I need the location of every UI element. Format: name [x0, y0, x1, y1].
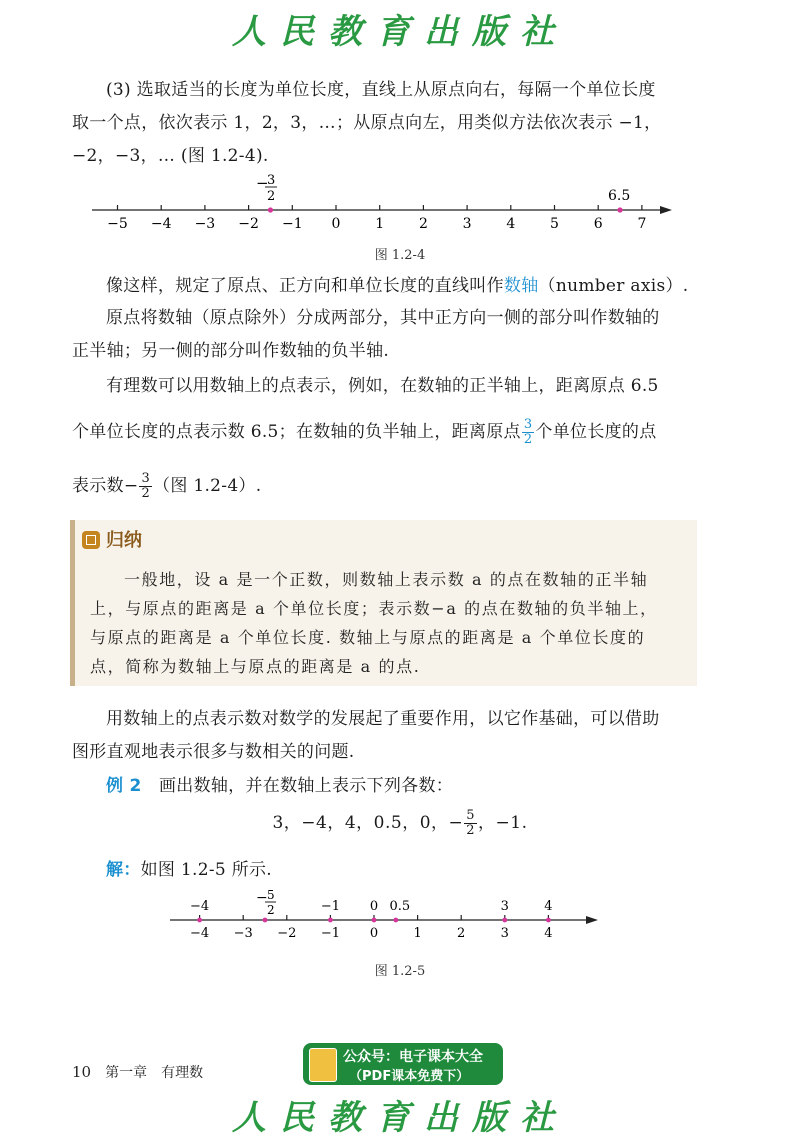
fraction-three-halves: $\frac{3}{2}$: [523, 417, 533, 447]
point-label: 3: [500, 899, 509, 914]
tick-label: 6: [593, 216, 603, 232]
paragraph-line: 取一个点，依次表示 1，2，3，…；从原点向左，用类似方法依次表示 −1，: [72, 113, 662, 133]
tick-label: 7: [637, 216, 647, 232]
fraction-five-halves: $\frac{5}{2}$: [466, 808, 476, 838]
tick-label: 2: [457, 926, 466, 941]
text-segment: 表示数−: [72, 476, 139, 496]
tick-label: 4: [544, 926, 553, 941]
chapter-title: 第一章 有理数: [105, 1065, 204, 1081]
badge-line: （PDF课本免费下）: [349, 1069, 470, 1084]
fraction-label-minus: −: [256, 174, 269, 192]
paragraph-rational-points: [72, 368, 702, 504]
point-marker: [328, 918, 333, 923]
point-marker: [393, 918, 398, 923]
tick-label: 5: [550, 216, 559, 232]
definition-english: （number axis）.: [538, 276, 689, 296]
paragraph-line: 原点将数轴（原点除外）分成两部分，其中正方向一侧的部分叫作数轴的: [106, 308, 660, 328]
definition-text: 像这样，规定了原点、正方向和单位长度的直线叫作: [106, 276, 504, 296]
point-marker: [268, 207, 273, 212]
fraction-label-denominator: 2: [267, 189, 276, 204]
paragraph-definition: [72, 270, 702, 303]
paragraph-line: [72, 414, 702, 450]
badge-line: 公众号：电子课本大全: [343, 1049, 483, 1065]
tick-label: −5: [107, 216, 128, 232]
summary-line: 上，与原点的距离是 a 个单位长度；表示数−a 的点在数轴的负半轴上，: [90, 599, 658, 618]
numbers-text: 3，−4，4，0.5，0，−: [272, 813, 464, 833]
paragraph-line: 图形直观地表示很多与数相关的问题.: [72, 742, 355, 762]
point-marker: [263, 918, 268, 923]
paragraph-line: (3) 选取适当的长度为单位长度，直线上从原点向右，每隔一个单位长度: [106, 80, 656, 100]
point-label: 0.5: [389, 899, 411, 914]
tick-label: −1: [320, 926, 340, 941]
tick-label: 0: [331, 216, 341, 232]
point-label: −1: [320, 899, 340, 914]
paragraph-line: 用数轴上的点表示数对数学的发展起了重要作用，以它作基础，可以借助: [106, 709, 660, 729]
publisher-logo-header: 人民教育出版社: [232, 12, 568, 52]
point-label: −4: [190, 899, 210, 914]
summary-line: 点，简称为数轴上与原点的距离是 a 的点.: [90, 657, 421, 676]
tick-label: −3: [233, 926, 253, 941]
tick-label: −2: [277, 926, 297, 941]
example-numbers: [0, 808, 800, 838]
text-segment: 个单位长度的点表示数 6.5；在数轴的负半轴上，距离原点: [72, 422, 521, 442]
fraction-label-numerator: 5: [267, 890, 275, 902]
example-solution: [72, 854, 702, 887]
tick-label: 0: [369, 926, 379, 941]
tick-label: 1: [413, 926, 422, 941]
example-label: 例 2: [106, 776, 142, 796]
watermark-badge: [303, 1043, 503, 1085]
tick-label: 4: [506, 216, 516, 232]
number-line-figure-1-2-5: [0, 890, 800, 950]
summary-line: 一般地，设 a 是一个正数，则数轴上表示数 a 的点在数轴的正半轴: [124, 570, 649, 589]
example-prompt-text: 画出数轴，并在数轴上表示下列各数：: [158, 776, 454, 796]
term-number-axis: 数轴: [503, 276, 539, 296]
example-2-prompt: [72, 770, 702, 803]
solution-text: 如图 1.2-5 所示.: [140, 860, 273, 880]
publisher-logo-footer: 人民教育出版社: [232, 1098, 568, 1138]
tick-label: 2: [418, 216, 428, 232]
point-marker: [502, 918, 507, 923]
point-label: 4: [544, 899, 553, 914]
paragraph-importance: [72, 703, 702, 769]
figure-caption-1-2-4: 图 1.2-4: [374, 248, 426, 263]
tick-label: −4: [150, 216, 172, 232]
figure-caption-1-2-5: 图 1.2-5: [374, 964, 426, 979]
point-marker: [372, 918, 377, 923]
fraction-label-denominator: 2: [267, 903, 275, 917]
footer-page-info: [72, 1062, 203, 1082]
text-segment: 个单位长度的点: [535, 422, 657, 442]
number-line-figure-1-2-4: [0, 170, 800, 240]
book-icon: [309, 1048, 337, 1082]
paragraph-line: −2，−3，… (图 1.2-4).: [72, 146, 269, 166]
numbers-text: ，−1.: [478, 813, 528, 833]
fraction-three-halves: $\frac{3}{2}$: [141, 471, 151, 501]
summary-line: 与原点的距离是 a 个单位长度. 数轴上与原点的距离是 a 个单位长度的: [90, 628, 646, 647]
paragraph-line: 有理数可以用数轴上的点表示，例如，在数轴的正半轴上，距离原点 6.5: [106, 376, 659, 396]
paragraph-step-3: [72, 74, 702, 173]
solution-label: 解：: [106, 860, 141, 880]
tick-label: 3: [500, 926, 509, 941]
page-number: 10: [72, 1063, 92, 1081]
text-segment: （图 1.2-4）.: [153, 476, 262, 496]
summary-title: [82, 526, 142, 552]
point-marker: [617, 207, 622, 212]
point-label-6-5: 6.5: [608, 188, 631, 204]
fraction-label-numerator: 3: [267, 173, 276, 188]
tick-label: −2: [238, 216, 259, 232]
tick-label: 1: [375, 216, 385, 232]
tick-label: −4: [190, 926, 210, 941]
point-label: 0: [369, 899, 379, 914]
summary-title-text: 归纳: [106, 530, 142, 551]
point-marker: [546, 918, 551, 923]
paragraph-half-axis: [72, 302, 702, 368]
tick-label: −1: [281, 216, 303, 232]
summary-icon: [82, 531, 100, 549]
tick-label: −3: [194, 216, 216, 232]
paragraph-line: [72, 468, 702, 504]
paragraph-line: 正半轴；另一侧的部分叫作数轴的负半轴.: [72, 341, 390, 361]
summary-text: [90, 565, 686, 681]
point-marker: [197, 918, 202, 923]
axis-arrow: [660, 206, 672, 214]
tick-label: 3: [462, 216, 472, 232]
axis-arrow: [586, 916, 598, 924]
fraction-label-minus: −: [256, 890, 268, 906]
